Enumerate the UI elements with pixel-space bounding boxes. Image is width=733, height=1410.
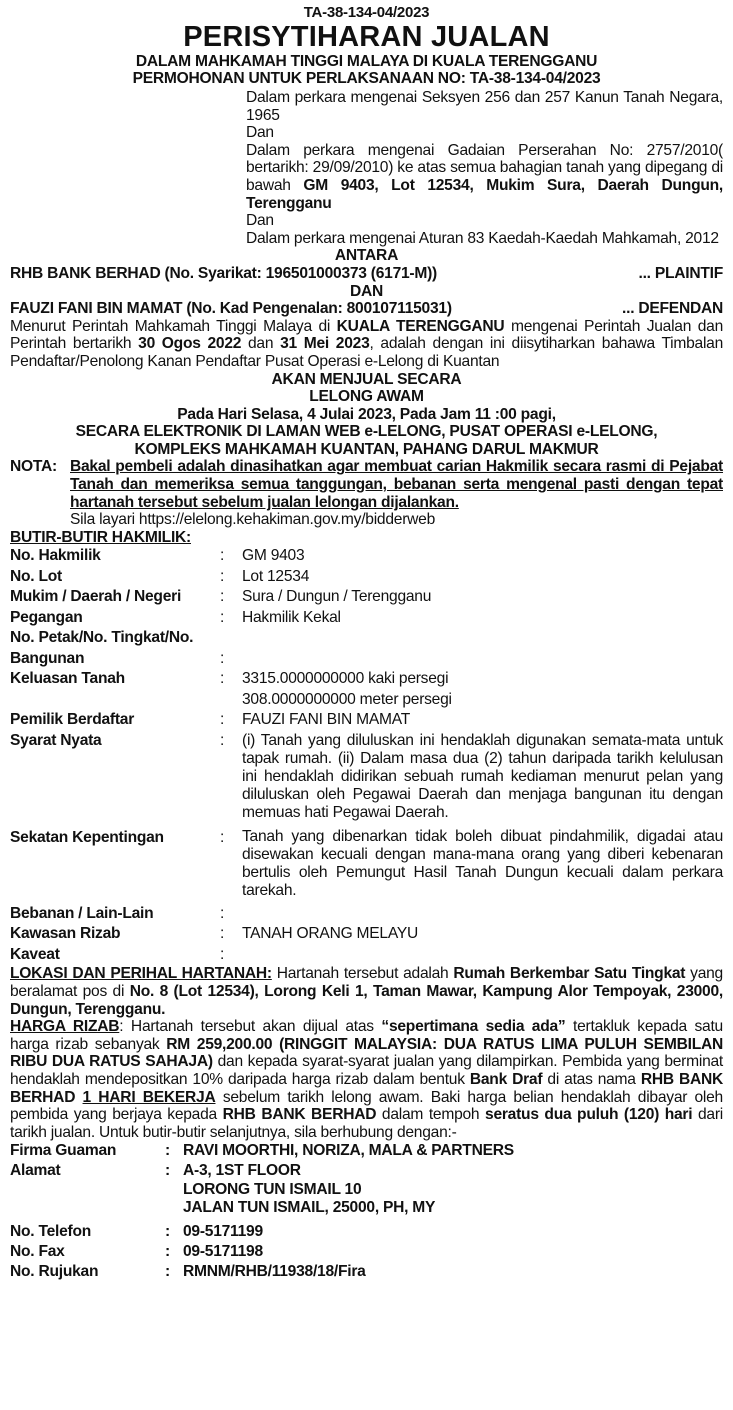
order-court: KUALA TERENGGANU (336, 317, 505, 335)
row-value: Sura / Dungun / Terengganu (242, 588, 432, 606)
page-title: PERISYTIHARAN JUALAN (183, 21, 550, 53)
reserve-text-1: : Hartanah tersebut akan dijual atas (119, 1018, 382, 1036)
law-firm-table (10, 1141, 723, 1282)
note-block (10, 458, 723, 528)
reserve-working-day: 1 HARI BEKERJA (82, 1088, 216, 1106)
reserve-amount: RM 259,200.00 (RINGGIT MALAYSIA: DUA RATUS LIMA PULUH SEMBILAN RIBU DUA RATUS SAHAJA) (10, 1035, 723, 1071)
note-label: NOTA: (10, 458, 57, 476)
table-row: Mukim / Daerah / Negeri : Sura / Dungun / Terengganu (10, 587, 723, 608)
auction-block (10, 371, 723, 459)
order-date-1: 30 Ogos 2022 (138, 335, 242, 353)
firm-fax: 09-5171198 (183, 1242, 263, 1260)
row-label: Keluasan Tanah (10, 670, 125, 688)
row-label: Bebanan / Lain-Lain (10, 904, 154, 922)
between-label: ANTARA (334, 247, 399, 265)
row-label: Pegangan (10, 608, 83, 626)
reserve-text-2: tertakluk kepada satu harga rizab sebanyak (10, 1018, 723, 1053)
location-text-2: yang beralamat pos di (10, 965, 723, 1001)
row-label: Kawasan Rizab (10, 925, 121, 943)
row-label: No. Lot (10, 567, 62, 585)
reserve-text-4: di atas nama (542, 1071, 641, 1088)
order-text-1: Menurut Perintah Mahkamah Tinggi Malaya di (10, 317, 337, 335)
table-row: Bebanan / Lain-Lain : (10, 900, 723, 925)
table-row: Alamat : A-3, 1ST FLOOR LORONG TUN ISMAIL 10 JALAN TUN ISMAIL, 25000, PH, MY (10, 1161, 723, 1218)
title-details-heading: BUTIR-BUTIR HAKMILIK: (10, 528, 191, 546)
order-text-3: dan (241, 335, 281, 353)
court-order-paragraph (10, 318, 723, 371)
note-content (70, 458, 723, 528)
row-value (242, 900, 723, 925)
row-label: Pemilik Berdaftar (10, 711, 135, 729)
auction-line-2: LELONG AWAM (309, 388, 424, 406)
row-label: Mukim / Daerah / Negeri (10, 588, 182, 606)
row-value: Tanah yang dibenarkan tidak boleh dibuat pindahmilik, digadai atau disewakan kecuali dengan mana-mana orang yang diberi kebenaran bertulis oleh Pemungut Hasil Tanah Dungun kecuali dalam perkara tarekah. (242, 827, 723, 899)
application-number: PERMOHONAN UNTUK PERLAKSANAAN NO: TA-38-134-04/2023 (132, 70, 601, 87)
note-text: Bakal pembeli adalah dinasihatkan agar membuat carian Hakmilik secara rasmi di Pejabat Tanah dan memeriksa semua tanggungan, bebanan serta mengenal pasti dengan tepat hartanah tersebut sebelum jualan lelongan dijalankan. (70, 458, 723, 511)
defendant-role: ... DEFENDAN (622, 300, 723, 318)
case-reference: TA-38-134-04/2023 (303, 4, 430, 21)
row-value: TANAH ORANG MELAYU (242, 925, 419, 943)
reserve-text-5: sebelum tarikh lelong awam. Baki harga belian hendaklah dibayar oleh pembida yang berjaya kepada (10, 1088, 723, 1124)
reserve-bank-name-2: RHB BANK BERHAD (222, 1106, 377, 1124)
row-value: GM 9403 (242, 547, 305, 565)
row-label: No. Hakmilik (10, 547, 101, 565)
firm-address: A-3, 1ST FLOOR LORONG TUN ISMAIL 10 JALAN TUN ISMAIL, 25000, PH, MY (183, 1162, 436, 1217)
title-details-table (10, 546, 723, 965)
reserve-period: seratus dua puluh (120) hari (485, 1106, 693, 1124)
matter-1: Dalam perkara mengenai Seksyen 256 dan 257 Kanun Tanah Negara, 1965 (246, 89, 723, 124)
matter-2-property: GM 9403, Lot 12534, Mukim Sura, Daerah Dungun, Terengganu (246, 176, 723, 212)
reserve-bank-name: RHB BANK BERHAD (10, 1071, 724, 1106)
reserve-as-is: “sepertimana sedia ada” (381, 1018, 566, 1036)
matter-2-text: Dalam perkara mengenai Gadaian Perserahan No: 2757/2010( bertarikh: 29/09/2010) ke atas semua bahagian tanah yang dipegang di bawah (246, 141, 723, 194)
table-row: Firma Guaman : RAVI MOORTHI, NORIZA, MALA & PARTNERS (10, 1141, 723, 1161)
table-row: No. Lot : Lot 12534 (10, 567, 723, 588)
court-name: DALAM MAHKAMAH TINGGI MALAYA DI KUALA TERENGGANU (135, 53, 598, 70)
table-row: Pegangan : Hakmilik Kekal (10, 608, 723, 629)
matter-3: Dalam perkara mengenai Aturan 83 Kaedah-Kaedah Mahkamah, 2012 (246, 229, 719, 247)
table-row: No. Fax : 09-5171198 (10, 1242, 723, 1262)
matter-2 (246, 142, 723, 212)
table-row: No. Petak/No. Tingkat/No. Bangunan : (10, 628, 723, 669)
firm-reference: RMNM/RHB/11938/18/Fira (183, 1262, 366, 1280)
reserve-price-paragraph (10, 1018, 723, 1141)
table-row: Pemilik Berdaftar : FAUZI FANI BIN MAMAT (10, 710, 723, 731)
row-value (242, 945, 723, 966)
firm-fax-label: No. Fax (10, 1242, 65, 1260)
property-address: No. 8 (Lot 12534), Lorong Keli 1, Taman Mawar, Kampung Alor Tempoyak, 23000, Dungun, Terengganu. (10, 983, 723, 1018)
row-value: FAUZI FANI BIN MAMAT (242, 711, 410, 729)
plaintiff-name: RHB BANK BERHAD (No. Syarikat: 196501000373 (6171-M)) (10, 264, 437, 282)
reserve-label: HARGA RIZAB (10, 1018, 120, 1036)
matters-block (246, 89, 723, 247)
row-label: Kaveat (10, 945, 60, 963)
order-text-2: mengenai Perintah Jualan dan Perintah bertarikh (10, 317, 723, 353)
matter-and-2: Dan (246, 212, 274, 230)
location-text-1: Hartanah tersebut adalah (271, 965, 454, 983)
table-row: Sekatan Kepentingan : Tanah yang dibenarkan tidak boleh dibuat pindahmilik, digadai atau disewakan kecuali dengan mana-mana orang yang diberi kebenaran bertulis oleh Pemungut Hasil Tanah Dungun kecuali dalam perkara tarekah. (10, 822, 723, 900)
reserve-text-6: dalam tempoh (376, 1106, 486, 1124)
location-label: LOKASI DAN PERIHAL HARTANAH: (10, 965, 272, 983)
and-label: DAN (349, 282, 384, 300)
defendant-name: FAUZI FANI BIN MAMAT (No. Kad Pengenalan: 800107115031) (10, 300, 452, 318)
auction-venue-1: SECARA ELEKTRONIK DI LAMAN WEB e-LELONG, PUSAT OPERASI e-LELONG, (75, 423, 658, 441)
plaintiff-role: ... PLAINTIF (638, 264, 723, 282)
property-location (10, 965, 723, 1018)
table-row: No. Telefon : 09-5171199 (10, 1218, 723, 1242)
firm-reference-label: No. Rujukan (10, 1262, 99, 1280)
row-value (242, 628, 723, 669)
order-text-4: , adalah dengan ini diisytiharkan bahawa Timbalan Pendaftar/Penolong Kanan Pendaftar Pusat Operasi e-Lelong di Kuantan (10, 335, 724, 370)
row-value: 3315.0000000000 kaki persegi 308.0000000000 meter persegi (242, 670, 452, 708)
order-date-2: 31 Mei 2023 (280, 335, 370, 353)
firm-address-label: Alamat (10, 1162, 61, 1180)
firm-name-label: Firma Guaman (10, 1142, 117, 1160)
firm-phone-label: No. Telefon (10, 1222, 91, 1240)
row-value: (i) Tanah yang diluluskan ini hendaklah digunakan semata-mata untuk tapak rumah. (ii) Dalam masa dua (2) tahun daripada tarikh kelulusan ini hendaklah didirikan sebuah rumah kediaman menurut pelan yang diluluskan oleh Pegawai Daerah dan menjaga bangunan itu dengan memuas hati Pegawai Daerah. (242, 731, 723, 821)
reserve-text-7: dari tarikh jualan. Untuk butir-butir selanjutnya, sila berhubung dengan:- (10, 1106, 724, 1141)
row-label: Sekatan Kepentingan (10, 828, 164, 846)
table-row: Kaveat : (10, 945, 723, 966)
row-value: Hakmilik Kekal (242, 608, 341, 626)
firm-phone: 09-5171199 (183, 1222, 263, 1240)
row-value: Lot 12534 (242, 567, 310, 585)
table-row: No. Hakmilik : GM 9403 (10, 546, 723, 567)
reserve-text-3: dan kepada syarat-syarat jualan yang dilampirkan. Pembida yang berminat hendaklah mendepositkan 10% daripada harga rizab dalam bentuk (10, 1053, 723, 1088)
plaintiff-row (10, 265, 723, 283)
table-row: Kawasan Rizab : TANAH ORANG MELAYU (10, 924, 723, 945)
matter-and-1: Dan (246, 124, 274, 142)
reserve-bank-draft: Bank Draf (469, 1071, 543, 1088)
defendant-row (10, 300, 723, 318)
table-row: Syarat Nyata : (i) Tanah yang diluluskan ini hendaklah digunakan semata-mata untuk tapak rumah. (ii) Dalam masa dua (2) tahun daripada tarikh kelulusan ini hendaklah didirikan sebuah rumah kediaman menurut pelan yang diluluskan oleh Pegawai Daerah dan menjaga bangunan itu dengan memuas hati Pegawai Daerah. (10, 731, 723, 821)
note-visit-link[interactable]: Sila layari https://elelong.kehakiman.gov.my/bidderweb (70, 511, 435, 529)
table-row: No. Rujukan : RMNM/RHB/11938/18/Fira (10, 1262, 723, 1282)
row-label: Syarat Nyata (10, 731, 102, 749)
property-type: Rumah Berkembar Satu Tingkat (453, 965, 686, 983)
row-label: No. Petak/No. Tingkat/No. Bangunan (10, 629, 194, 667)
auction-line-1: AKAN MENJUAL SECARA (271, 370, 462, 388)
table-row: Keluasan Tanah : 3315.0000000000 kaki persegi 308.0000000000 meter persegi (10, 669, 723, 710)
firm-name: RAVI MOORTHI, NORIZA, MALA & PARTNERS (183, 1142, 514, 1160)
auction-date: Pada Hari Selasa, 4 Julai 2023, Pada Jam 11 :00 pagi, (177, 405, 556, 423)
auction-venue-2: KOMPLEKS MAHKAMAH KUANTAN, PAHANG DARUL MAKMUR (134, 440, 599, 458)
